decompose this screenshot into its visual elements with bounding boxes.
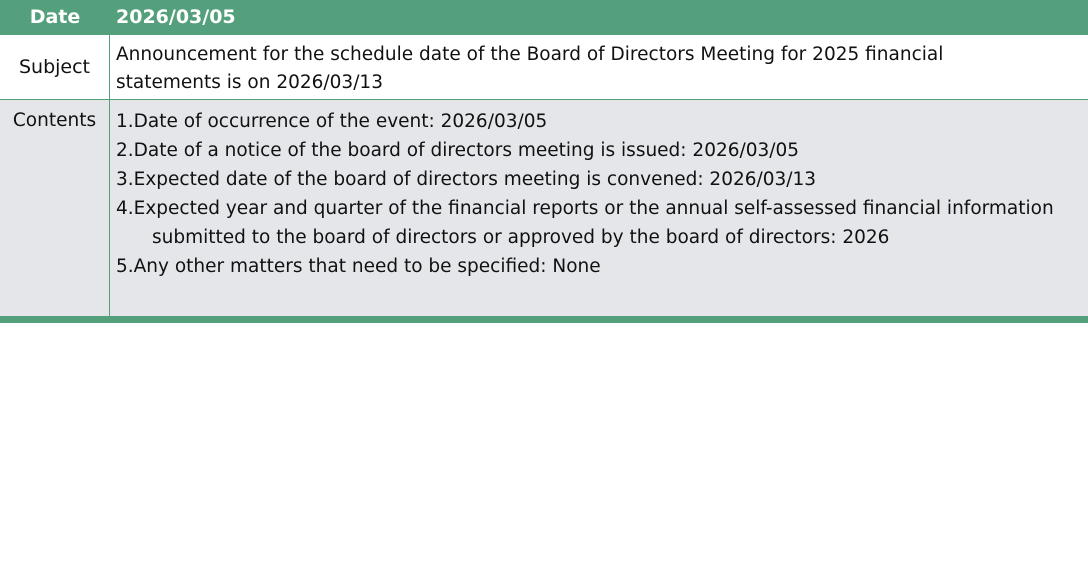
contents-item: 5.Any other matters that need to be specified: None	[116, 256, 601, 277]
contents-label: Contents	[0, 100, 110, 316]
contents-value	[110, 100, 1088, 316]
contents-item: 4.Expected year and quarter of the financial reports or the annual self-assessed financial information	[116, 198, 1054, 219]
contents-row	[0, 100, 1088, 316]
contents-item: 3.Expected date of the board of directors meeting is convened: 2026/03/13	[116, 169, 817, 190]
bottom-divider	[0, 316, 1088, 323]
contents-item-continuation: submitted to the board of directors or approved by the board of directors: 2026	[152, 227, 890, 248]
date-row	[0, 0, 1088, 35]
contents-item: 1.Date of occurrence of the event: 2026/03/05	[116, 111, 548, 132]
subject-row	[0, 35, 1088, 100]
subject-label: Subject	[0, 35, 110, 99]
date-value: 2026/03/05	[116, 6, 236, 28]
contents-item: 2.Date of a notice of the board of directors meeting is issued: 2026/03/05	[116, 140, 800, 161]
date-label: Date	[29, 6, 81, 28]
subject-line: Announcement for the schedule date of the Board of Directors Meeting for 2025 financial	[116, 44, 944, 65]
subject-line: statements is on 2026/03/13	[116, 72, 383, 93]
subject-value	[110, 35, 1088, 99]
